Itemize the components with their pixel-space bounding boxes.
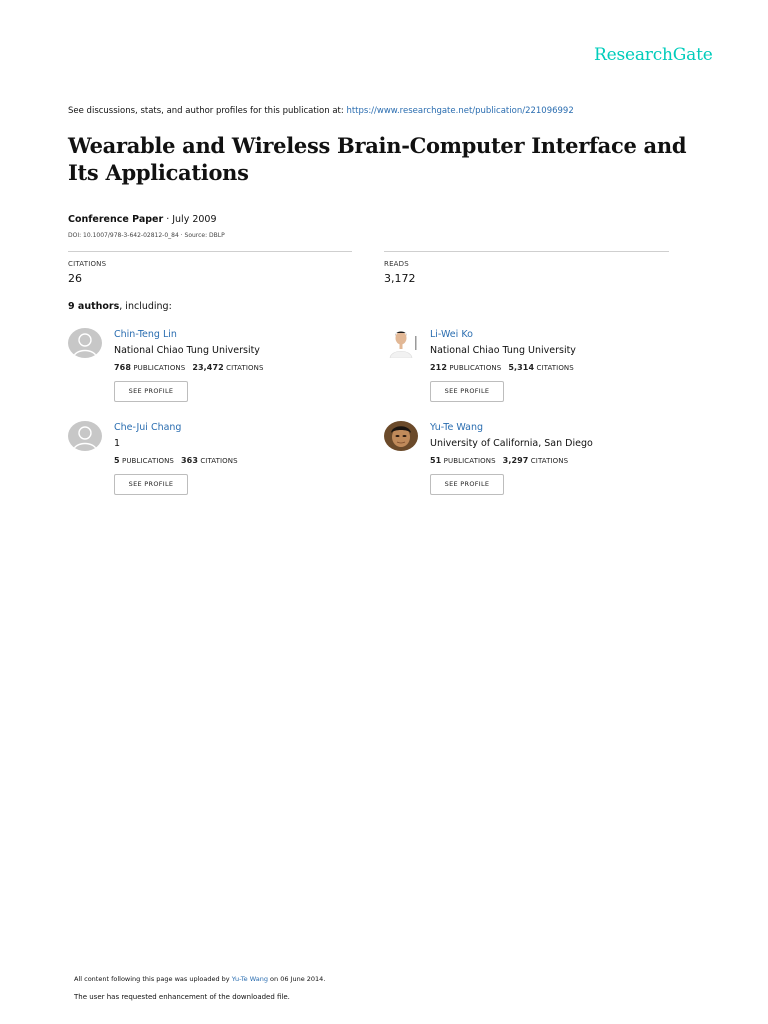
publications-count: 5 [114,456,120,465]
authors-count: 9 authors [68,301,120,312]
citations-label: CITATIONS [536,364,574,372]
see-profile-button[interactable]: SEE PROFILE [114,381,188,402]
author-photo[interactable] [384,421,418,451]
citations-divider [68,251,352,252]
placeholder-avatar-icon[interactable] [68,328,102,358]
author-name[interactable]: Che-Jui Chang [114,422,182,433]
see-profile-button[interactable]: SEE PROFILE [430,474,504,495]
author-affiliation: National Chiao Tung University [430,345,576,356]
upload-prefix: All content following this page was uploaded by [74,975,232,983]
authors-heading [68,301,172,312]
reads-label: READS [384,260,409,268]
citations-count: 23,472 [192,363,224,372]
authors-suffix: , including: [119,301,172,312]
citations-count: 5,314 [508,363,535,372]
publication-url-link[interactable]: https://www.researchgate.net/publication/221096992 [346,106,574,116]
author-affiliation: National Chiao Tung University [114,345,260,356]
upload-suffix: on 06 June 2014. [267,975,326,983]
author-name[interactable]: Yu-Te Wang [430,422,484,433]
author-stats [430,363,574,372]
author-card [384,421,684,501]
citations-label: CITATIONS [68,260,107,268]
publications-count: 212 [430,363,447,372]
author-affiliation: 1 [114,438,121,449]
publication-date: · July 2009 [163,214,217,225]
see-profile-button[interactable]: SEE PROFILE [114,474,188,495]
author-stats [430,456,568,465]
author-card [68,328,368,408]
author-photo[interactable] [384,328,418,358]
citations-label: CITATIONS [530,457,569,465]
citations-count: 3,297 [502,456,529,465]
citations-value: 26 [68,272,82,285]
see-profile-button[interactable]: SEE PROFILE [430,381,504,402]
enhancement-note: The user has requested enhancement of the downloaded file. [74,993,290,1001]
author-name[interactable]: Li-Wei Ko [430,329,473,340]
publication-type-line [68,214,217,225]
placeholder-avatar-icon[interactable] [68,421,102,451]
author-name[interactable]: Chin-Teng Lin [114,329,177,340]
author-card [68,421,368,501]
reads-divider [384,251,669,252]
publication-link-line [68,106,574,116]
publications-label: PUBLICATIONS [122,457,174,465]
citations-count: 363 [180,456,198,465]
reads-value: 3,172 [384,272,416,285]
publications-label: PUBLICATIONS [133,364,186,372]
doi-line: DOI: 10.1007/978-3-642-02812-0_84 · Source: DBLP [68,232,225,239]
citations-label: CITATIONS [226,364,264,372]
uploader-link[interactable]: Yu-Te Wang [231,975,268,983]
upload-notice [74,975,325,983]
researchgate-logo[interactable]: ResearchGate [594,45,713,65]
publications-count: 51 [430,456,442,465]
publications-label: PUBLICATIONS [449,364,502,372]
author-stats [114,363,264,372]
publications-count: 768 [114,363,131,372]
see-discussions-text: See discussions, stats, and author profiles for this publication at: [68,106,347,116]
author-card [384,328,684,408]
paper-title: Wearable and Wireless Brain-Computer Interface and Its Applications [68,133,687,185]
publications-label: PUBLICATIONS [443,457,496,465]
publication-type: Conference Paper [68,214,164,225]
author-stats [114,456,238,465]
author-affiliation: University of California, San Diego [430,438,593,449]
citations-label: CITATIONS [200,457,238,465]
